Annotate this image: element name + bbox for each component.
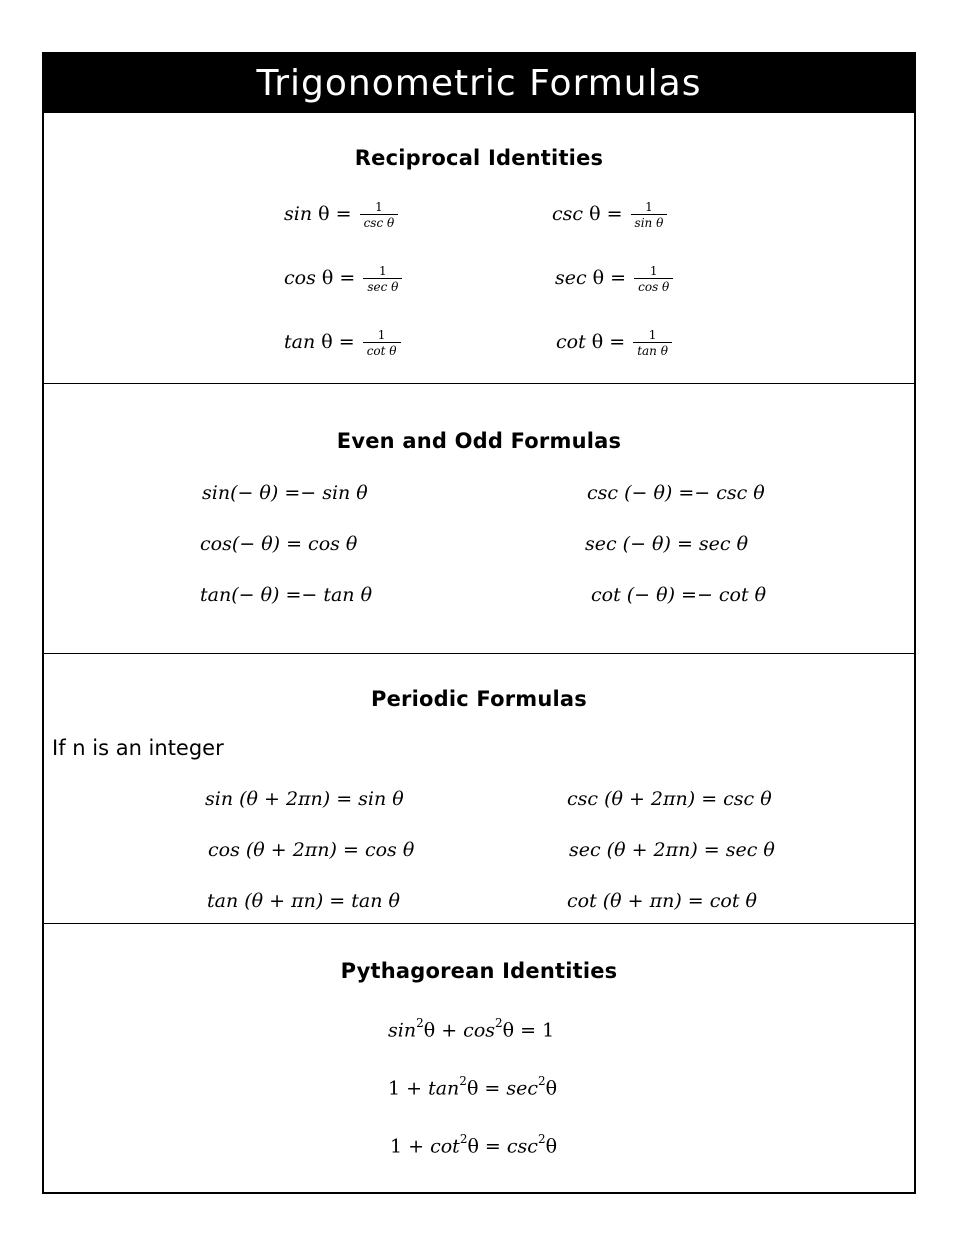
periodic-heading: Periodic Formulas <box>371 687 587 711</box>
even-odd-csc: csc (− θ) =− csc θ <box>587 482 765 504</box>
periodic-csc: csc (θ + 2πn) = csc θ <box>567 788 772 810</box>
pythagorean-identity-2: $1 + \tan^2\theta = \sec^2\theta$ <box>388 1074 558 1100</box>
even-odd-section <box>44 383 914 654</box>
even-odd-sec: sec (− θ) = sec θ <box>585 533 749 555</box>
even-odd-heading: Even and Odd Formulas <box>336 429 622 453</box>
pythagorean-heading: Pythagorean Identities <box>340 959 618 983</box>
periodic-tan: tan (θ + πn) = tan θ <box>207 890 400 912</box>
periodic-note: If n is an integer <box>52 736 224 760</box>
even-odd-cos: cos(− θ) = cos θ <box>200 533 358 555</box>
reciprocal-sin-formula: sin θ = $\frac{1}{\text{csc θ}}$ <box>284 201 398 229</box>
even-odd-sin: sin(− θ) =− sin θ <box>202 482 368 504</box>
formula-sheet <box>42 52 916 1194</box>
pythagorean-identity-3: $1 + \cot^2\theta = \csc^2\theta$ <box>390 1132 558 1158</box>
reciprocal-sec-formula: sec θ = $\frac{1}{\text{cos θ}}$ <box>555 265 673 293</box>
periodic-section <box>44 653 914 925</box>
reciprocal-heading: Reciprocal Identities <box>354 146 604 170</box>
reciprocal-section <box>44 112 914 385</box>
reciprocal-cot-formula: cot θ = $\frac{1}{\text{tan θ}}$ <box>556 329 672 357</box>
page-title: Trigonometric Formulas <box>44 54 914 112</box>
periodic-sec: sec (θ + 2πn) = sec θ <box>569 839 775 861</box>
even-odd-tan: tan(− θ) =− tan θ <box>200 584 373 606</box>
periodic-cos: cos (θ + 2πn) = cos θ <box>208 839 415 861</box>
reciprocal-tan-formula: tan θ = $\frac{1}{\text{cot θ}}$ <box>284 329 401 357</box>
reciprocal-cos-formula: cos θ = $\frac{1}{\text{sec θ}}$ <box>284 265 402 293</box>
even-odd-cot: cot (− θ) =− cot θ <box>591 584 767 606</box>
reciprocal-csc-formula: csc θ = $\frac{1}{\text{sin θ}}$ <box>552 201 667 229</box>
pythagorean-section <box>44 923 914 1195</box>
periodic-sin: sin (θ + 2πn) = sin θ <box>205 788 404 810</box>
pythagorean-identity-1: $\sin^2\theta + \cos^2\theta = 1$ <box>388 1016 555 1042</box>
periodic-cot: cot (θ + πn) = cot θ <box>567 890 757 912</box>
